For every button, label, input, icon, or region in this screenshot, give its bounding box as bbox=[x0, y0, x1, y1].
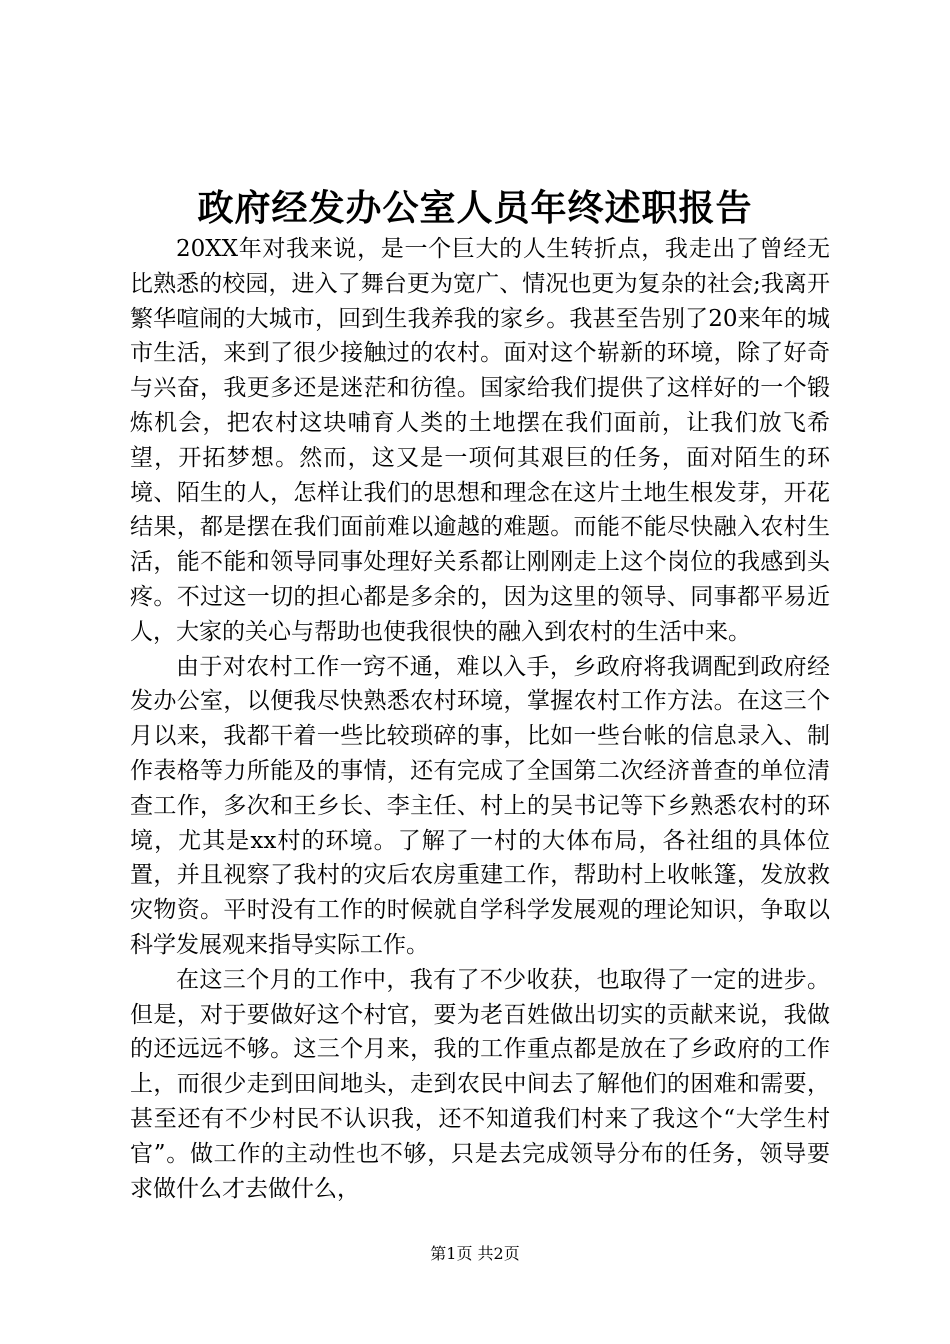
document-title: 政府经发办公室人员年终述职报告 bbox=[197, 187, 753, 229]
paragraph-1: 20XX年对我来说，是一个巨大的人生转折点，我走出了曾经无比熟悉的校园，进入了舞台更为宽广、情况也更为复杂的社会;我离开繁华喧闹的大城市，回到生我养我的家乡。我甚至告别了20来年的城市生活，来到了很少接触过的农村。面对这个崭新的环境，除了好奇与兴奋，我更多还是迷茫和彷徨。国家给我们提供了这样好的一个锻炼机会，把农村这块哺育人类的土地摆在我们面前，让我们放飞希望，开拓梦想。然而，这又是一项何其艰巨的任务，面对陌生的环境、陌生的人，怎样让我们的思想和理念在这片土地生根发芽，开花结果，都是摆在我们面前难以逾越的难题。而能不能尽快融入农村生活，能不能和领导同事处理好关系都让刚刚走上这个岗位的我感到头疼。不过这一切的担心都是多余的，因为这里的领导、同事都平易近人，大家的关心与帮助也使我很快的融入到农村的生活中来。 bbox=[130, 236, 830, 645]
paragraph-3: 在这三个月的工作中，我有了不少收获，也取得了一定的进步。但是，对于要做好这个村官，要为老百姓做出切实的贡献来说，我做的还远远不够。这三个月来，我的工作重点都是放在了乡政府的工作上，而很少走到田间地头，走到农民中间去了解他们的困难和需要，甚至还有不少村民不认识我，还不知道我们村来了我这个“大学生村官”。做工作的主动性也不够，只是去完成领导分布的任务，领导要求做什么才去做什么， bbox=[130, 966, 830, 1202]
document-body bbox=[130, 232, 830, 1206]
paragraph-2: 由于对农村工作一窍不通，难以入手，乡政府将我调配到政府经发办公室，以便我尽快熟悉农村环境，掌握农村工作方法。在这三个月以来，我都干着一些比较琐碎的事，比如一些台帐的信息录入、制作表格等力所能及的事情，还有完成了全国第二次经济普查的单位清查工作，多次和王乡长、李主任、村上的吴书记等下乡熟悉农村的环境，尤其是xx村的环境。了解了一村的大体布局，各社组的具体位置，并且视察了我村的灾后农房重建工作，帮助村上收帐篷，发放救灾物资。平时没有工作的时候就自学科学发展观的理论知识，争取以科学发展观来指导实际工作。 bbox=[130, 653, 830, 958]
page-footer: 第1页 共2页 bbox=[430, 1244, 520, 1263]
